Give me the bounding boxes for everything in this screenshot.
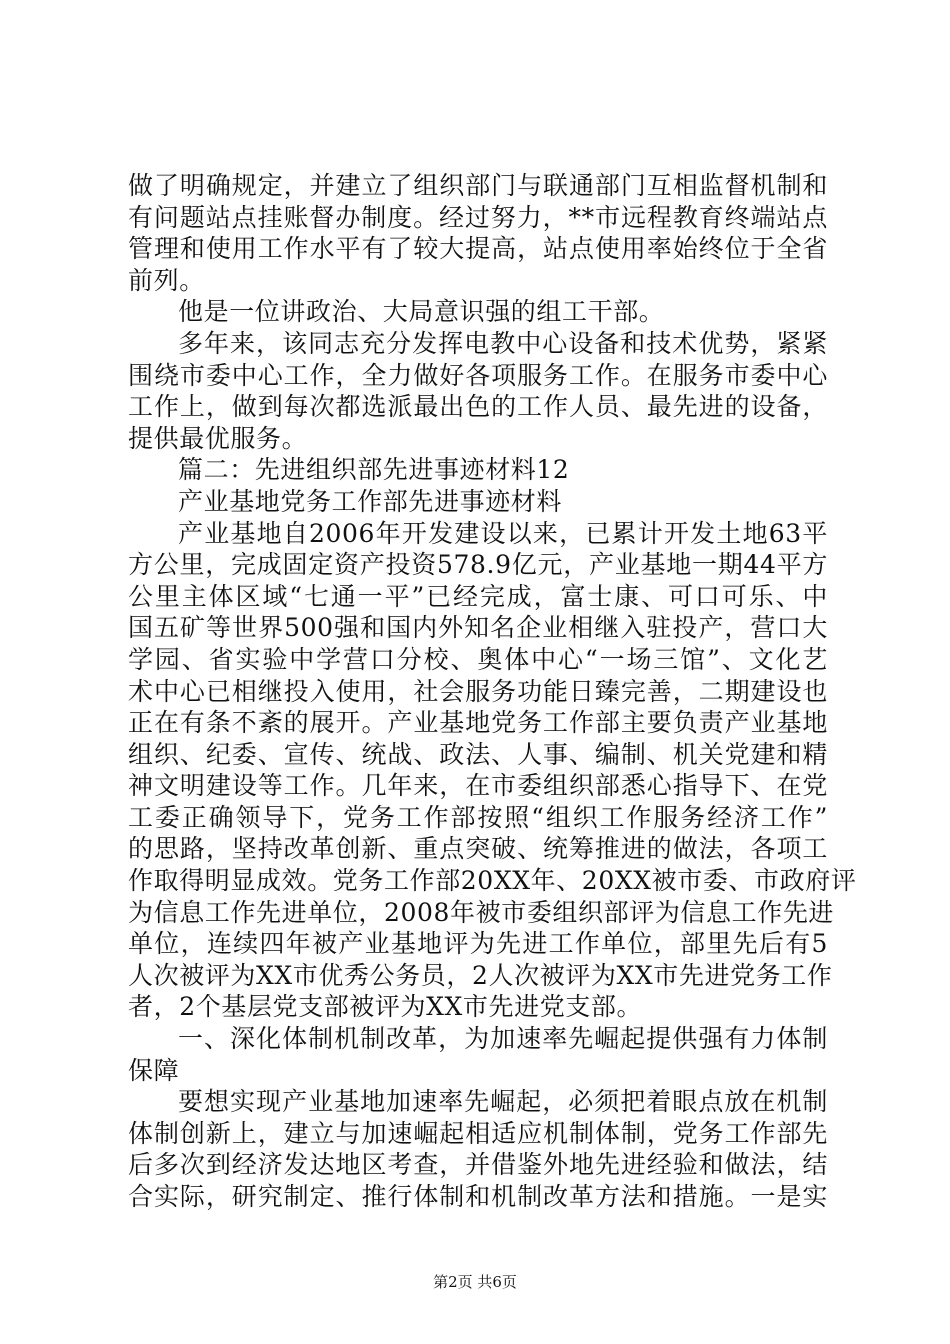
text-line: 术中心已相继投入使用，社会服务功能日臻完善，二期建设也	[128, 676, 828, 706]
text-line: 单位，连续四年被产业基地评为先进工作单位，部里先后有5	[128, 929, 828, 959]
text-line: 神文明建设等工作。几年来，在市委组织部悉心指导下、在党	[128, 771, 828, 801]
text-line: 他是一位讲政治、大局意识强的组工干部。	[178, 297, 665, 327]
text-line: 人次被评为XX市优秀公务员，2人次被评为XX市先进党务工作	[128, 960, 833, 990]
text-line: 要想实现产业基地加速率先崛起，必须把着眼点放在机制	[178, 1087, 828, 1117]
text-line: 工作上，做到每次都选派最出色的工作人员、最先进的设备，	[128, 392, 828, 422]
text-line: 管理和使用工作水平有了较大提高，站点使用率始终位于全省	[128, 234, 828, 264]
section-heading: 篇二：先进组织部先进事迹材料12	[178, 455, 570, 485]
text-line: 围绕市委中心工作，全力做好各项服务工作。在服务市委中心	[128, 360, 828, 390]
section-heading: 一、深化体制机制改革，为加速率先崛起提供强有力体制	[178, 1024, 828, 1054]
text-line: 体制创新上，建立与加速崛起相适应机制体制，党务工作部先	[128, 1118, 828, 1148]
text-line: 合实际，研究制定、推行体制和机制改革方法和措施。一是实	[128, 1182, 828, 1211]
text-line: 有问题站点挂账督办制度。经过努力，**市远程教育终端站点	[128, 202, 828, 232]
text-line: 工委正确领导下，党务工作部按照“组织工作服务经济工作”	[128, 802, 828, 832]
document-body	[128, 170, 857, 1213]
text-line: 者，2个基层党支部被评为XX市先进党支部。	[128, 992, 643, 1022]
text-line: 为信息工作先进单位，2008年被市委组织部评为信息工作先进	[128, 897, 835, 927]
text-line: 公里主体区域“七通一平”已经完成，富士康、可口可乐、中	[128, 581, 828, 611]
text-line: 正在有条不紊的展开。产业基地党务工作部主要负责产业基地	[128, 708, 828, 738]
text-line: 后多次到经济发达地区考查，并借鉴外地先进经验和做法，结	[128, 1150, 828, 1180]
document-title: 产业基地党务工作部先进事迹材料	[178, 486, 563, 516]
text-line: 的思路，坚持改革创新、重点突破、统筹推进的做法，各项工	[128, 834, 828, 864]
text-line: 作取得明显成效。党务工作部20XX年、20XX被市委、市政府评	[128, 866, 857, 896]
text-line: 方公里，完成固定资产投资578.9亿元，产业基地一期44平方	[128, 550, 828, 580]
text-line: 前列。	[128, 265, 205, 295]
text-line: 做了明确规定，并建立了组织部门与联通部门互相监督机制和	[128, 171, 828, 200]
text-line: 提供最优服务。	[128, 423, 308, 453]
text-line: 国五矿等世界500强和国内外知名企业相继入驻投产，营口大	[128, 613, 828, 643]
text-line: 多年来，该同志充分发挥电教中心设备和技术优势，紧紧	[178, 328, 828, 358]
page-number-footer: 第2页 共6页	[433, 1273, 517, 1291]
text-line: 组织、纪委、宣传、统战、政法、人事、编制、机关党建和精	[128, 739, 828, 769]
section-heading-continued: 保障	[128, 1055, 180, 1085]
text-line: 学园、省实验中学营口分校、奥体中心“一场三馆”、文化艺	[128, 644, 828, 674]
text-line: 产业基地自2006年开发建设以来，已累计开发土地63平	[178, 518, 828, 548]
